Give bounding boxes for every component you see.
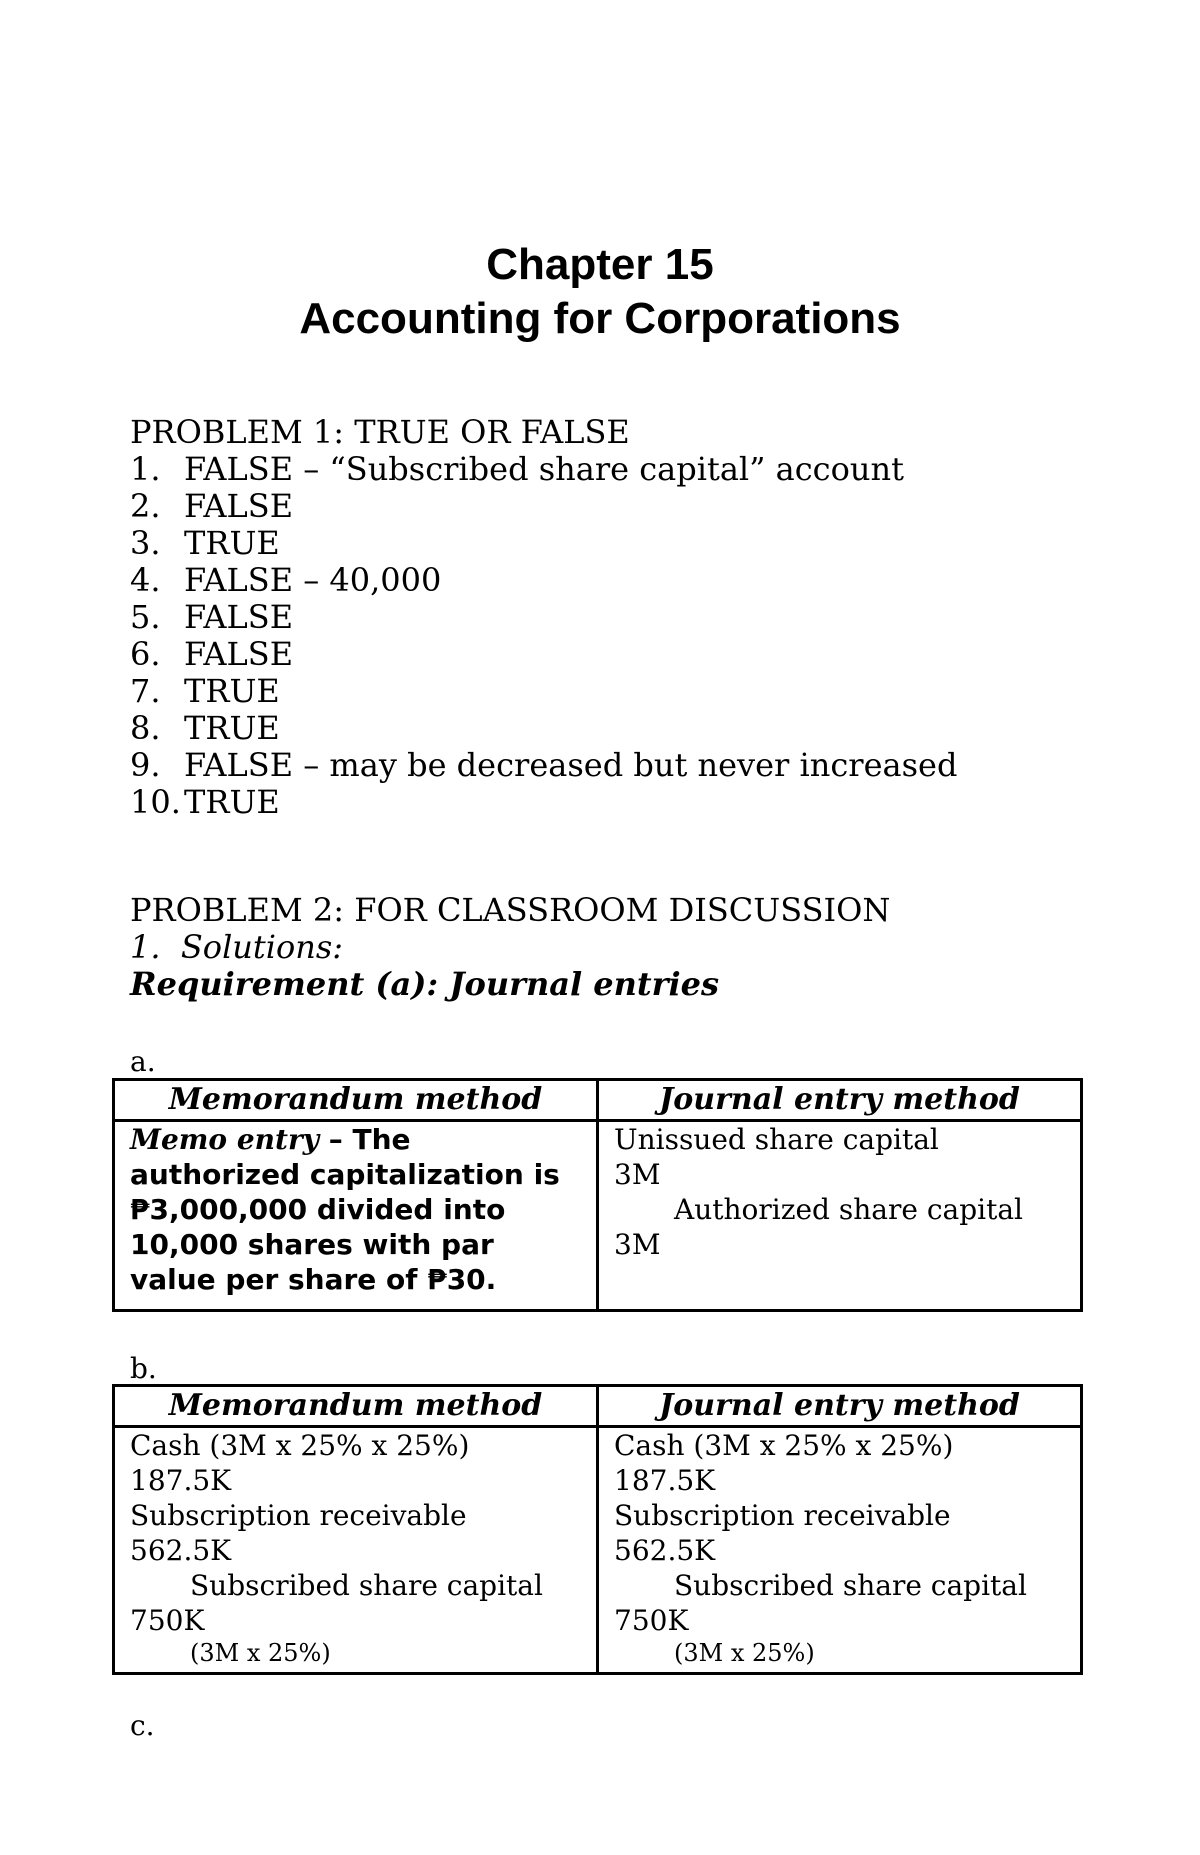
answer-text: TRUE: [184, 709, 280, 747]
entry-line: Subscribed share capital: [674, 1569, 1027, 1602]
journal-line: 3M: [614, 1158, 661, 1191]
label-b: b.: [130, 1352, 157, 1385]
solutions-label: 1. Solutions:: [130, 928, 344, 966]
problem2-section: [130, 892, 890, 1003]
answer-item: [130, 599, 957, 636]
answer-text: FALSE – may be decreased but never increased: [184, 746, 958, 784]
entry-line: Subscribed share capital: [190, 1569, 543, 1602]
answer-number: 3.: [130, 524, 161, 562]
answer-item: [130, 488, 957, 525]
problem1-heading: PROBLEM 1: TRUE OR FALSE: [130, 413, 630, 451]
memo-entry-text: – The authorized capitalization is ₱3,000,000 divided into 10,000 shares with par value per share of ₱30.: [130, 1123, 560, 1296]
journal-line: Authorized share capital: [674, 1193, 1023, 1226]
entry-line: Cash (3M x 25% x 25%): [130, 1429, 470, 1462]
answer-text: TRUE: [184, 672, 280, 710]
entry-line: Cash (3M x 25% x 25%): [614, 1429, 954, 1462]
journal-entry-cell: [598, 1121, 1082, 1311]
col-header-memorandum: Memorandum method: [114, 1080, 598, 1121]
answer-text: TRUE: [184, 783, 280, 821]
chapter-title: Accounting for Corporations: [299, 294, 901, 343]
requirement-heading: Requirement (a): Journal entries: [130, 965, 720, 1003]
memo-entry-lead: Memo entry: [130, 1123, 319, 1156]
entry-line: 750K: [130, 1604, 205, 1637]
answer-number: 10.: [130, 783, 181, 821]
entry-note: (3M x 25%): [674, 1639, 815, 1667]
chapter-number: Chapter 15: [486, 240, 714, 289]
entry-line: 750K: [614, 1604, 689, 1637]
answer-item: [130, 710, 957, 747]
answer-number: 1.: [130, 450, 161, 488]
answer-text: FALSE – “Subscribed share capital” account: [184, 450, 904, 488]
problem1-list: [130, 451, 957, 821]
answer-number: 8.: [130, 709, 161, 747]
label-c: c.: [130, 1709, 155, 1742]
answer-item: [130, 636, 957, 673]
answer-number: 9.: [130, 746, 161, 784]
answer-number: 7.: [130, 672, 161, 710]
answer-number: 6.: [130, 635, 161, 673]
problem1-section: [130, 414, 957, 821]
entry-line: 187.5K: [614, 1464, 716, 1497]
answer-item: [130, 784, 957, 821]
label-a: a.: [130, 1045, 156, 1078]
entry-line: Subscription receivable: [130, 1499, 467, 1532]
answer-item: [130, 525, 957, 562]
journal-entry-cell: [598, 1427, 1082, 1674]
answer-item: [130, 562, 957, 599]
problem2-heading: PROBLEM 2: FOR CLASSROOM DISCUSSION: [130, 891, 891, 929]
col-header-memorandum: Memorandum method: [114, 1386, 598, 1427]
entry-line: 562.5K: [130, 1534, 232, 1567]
answer-text: FALSE: [184, 487, 294, 525]
entry-note: (3M x 25%): [190, 1639, 331, 1667]
answer-item: [130, 747, 957, 784]
memo-entry-cell: [114, 1121, 598, 1311]
col-header-journal-entry: Journal entry method: [598, 1386, 1082, 1427]
journal-table-a: [112, 1078, 1083, 1312]
answer-text: FALSE – 40,000: [184, 561, 442, 599]
journal-line: 3M: [614, 1228, 661, 1261]
answer-item: [130, 673, 957, 710]
journal-table-b: [112, 1384, 1083, 1675]
answer-item: [130, 451, 957, 488]
answer-number: 5.: [130, 598, 161, 636]
entry-line: Subscription receivable: [614, 1499, 951, 1532]
col-header-journal-entry: Journal entry method: [598, 1080, 1082, 1121]
answer-text: TRUE: [184, 524, 280, 562]
answer-text: FALSE: [184, 635, 294, 673]
entry-line: 187.5K: [130, 1464, 232, 1497]
answer-text: FALSE: [184, 598, 294, 636]
memorandum-cell: [114, 1427, 598, 1674]
entry-line: 562.5K: [614, 1534, 716, 1567]
answer-number: 4.: [130, 561, 161, 599]
answer-number: 2.: [130, 487, 161, 525]
journal-line: Unissued share capital: [614, 1123, 939, 1156]
